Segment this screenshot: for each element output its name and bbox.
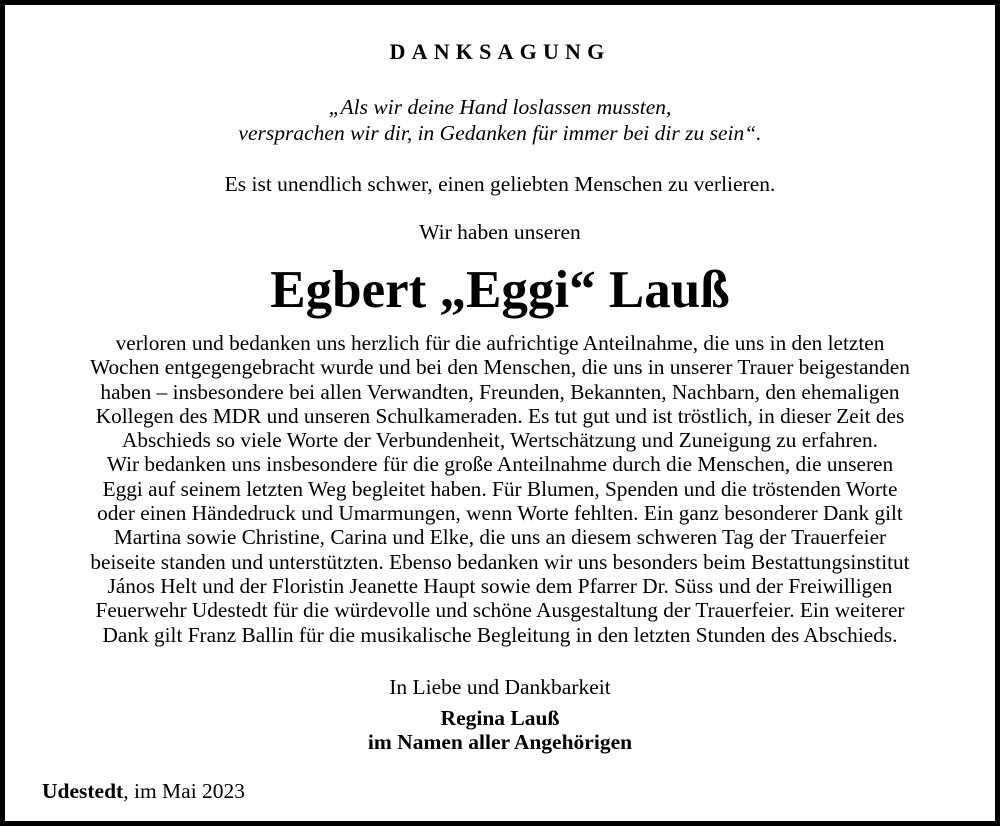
thanks-body [5,331,995,647]
body-line: Eggi auf seinem letzten Weg begleitet haben. Für Blumen, Spenden und die tröstenden Worte [102,476,898,501]
quote-line: versprachen wir dir, in Gedanken für immer bei dir zu sein“. [238,121,762,145]
body-line: Kollegen des MDR und unseren Schulkameraden. Es tut gut und ist tröstlich, in dieser Zeit des [95,403,905,428]
closing-text: In Liebe und Dankbarkeit [389,675,611,699]
deceased-name: Egbert „Eggi“ Lauß [270,261,730,319]
lead-text: Wir haben unseren [419,220,581,244]
notice-heading: DANKSAGUNG [389,39,611,64]
body-line: Feuerwehr Udestedt für die würdevolle und schöne Ausgestaltung der Trauerfeier. Ein weiterer [95,598,905,623]
body-line: Martina sowie Christine, Carina und Elke, die uns an diesem schweren Tag der Trauerfeier [113,525,887,550]
body-line: beiseite standen und unterstützten. Ebenso bedanken wir uns besonders beim Bestattungsinstitut [90,549,910,574]
body-line: János Helt und der Floristin Jeanette Haupt sowie dem Pfarrer Dr. Süss und der Freiwilligen [107,573,893,598]
place-name: Udestedt [42,779,124,803]
date-text: , im Mai 2023 [123,779,246,803]
body-line: Abschieds so viele Worte der Verbundenheit, Wertschätzung und Zuneigung zu erfahren. [122,428,878,453]
body-line: Dank gilt Franz Ballin für die musikalische Begleitung in den letzten Stunden des Abschieds. [102,622,898,647]
signature-name: Regina Lauß [440,706,560,730]
body-line: verloren und bedanken uns herzlich für die aufrichtige Anteilnahme, die uns in den letzten [115,331,885,355]
place-date [42,777,245,805]
quote-line: „Als wir deine Hand loslassen mussten, [328,95,672,119]
body-line: Wochen entgegengebracht wurde und bei den Menschen, die uns in unserer Trauer beigestanden [90,355,910,380]
signature-on-behalf: im Namen aller Angehörigen [367,730,633,754]
body-line: haben – insbesondere bei allen Verwandten, Freunden, Bekannten, Nachbarn, den ehemaligen [100,379,900,404]
intro-text: Es ist unendlich schwer, einen geliebten Menschen zu verlieren. [224,172,776,196]
body-line: Wir bedanken uns insbesondere für die große Anteilnahme durch die Menschen, die unseren [106,452,894,477]
body-line: oder einen Händedruck und Umarmungen, wenn Worte fehlten. Ein ganz besonderer Dank gilt [97,501,903,526]
memorial-quote [5,94,995,146]
